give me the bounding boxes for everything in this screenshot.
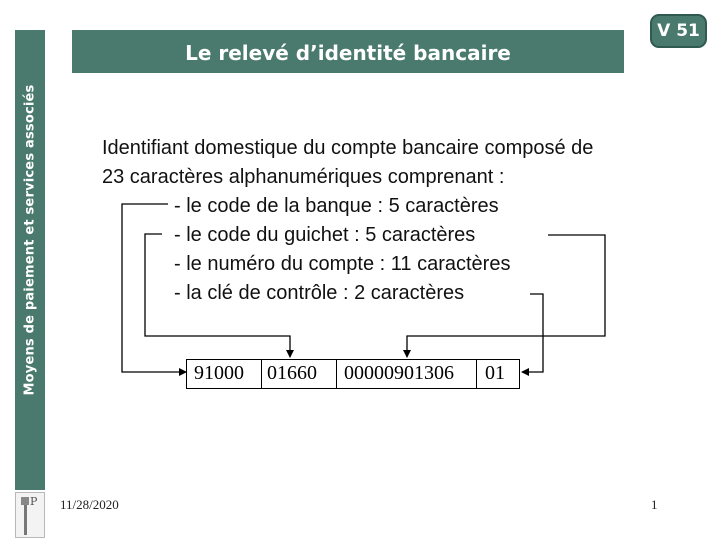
item-account-number: - le numéro du compte : 11 caractères (174, 253, 511, 275)
footer-date: 11/28/2020 (60, 497, 119, 512)
rib-branch-code: 01660 (267, 362, 317, 384)
sidebar-label: Moyens de paiement et services associés (22, 84, 38, 396)
arrow-control-key (522, 294, 543, 372)
intro-line-2: 23 caractères alphanumériques comprenant : (102, 166, 505, 188)
logo: P (15, 492, 45, 538)
rib-bank-code: 91000 (194, 362, 244, 384)
arrow-bank-code (122, 204, 186, 372)
rib-account-number: 00000901306 (344, 362, 454, 384)
item-bank-code: - le code de la banque : 5 caractères (174, 195, 499, 217)
rib-control-key: 01 (485, 362, 505, 384)
arrow-account-number (407, 235, 605, 357)
arrow-branch-code (145, 234, 290, 357)
intro-line-1: Identifiant domestique du compte bancaire composé de (102, 137, 594, 159)
item-branch-code: - le code du guichet : 5 caractères (174, 224, 476, 246)
rib-box (186, 359, 520, 389)
version-badge: V 51 (650, 14, 707, 48)
page-number: 1 (651, 497, 658, 512)
item-control-key: - la clé de contrôle : 2 caractères (174, 282, 465, 304)
page-title: Le relevé d’identité bancaire (185, 41, 511, 65)
